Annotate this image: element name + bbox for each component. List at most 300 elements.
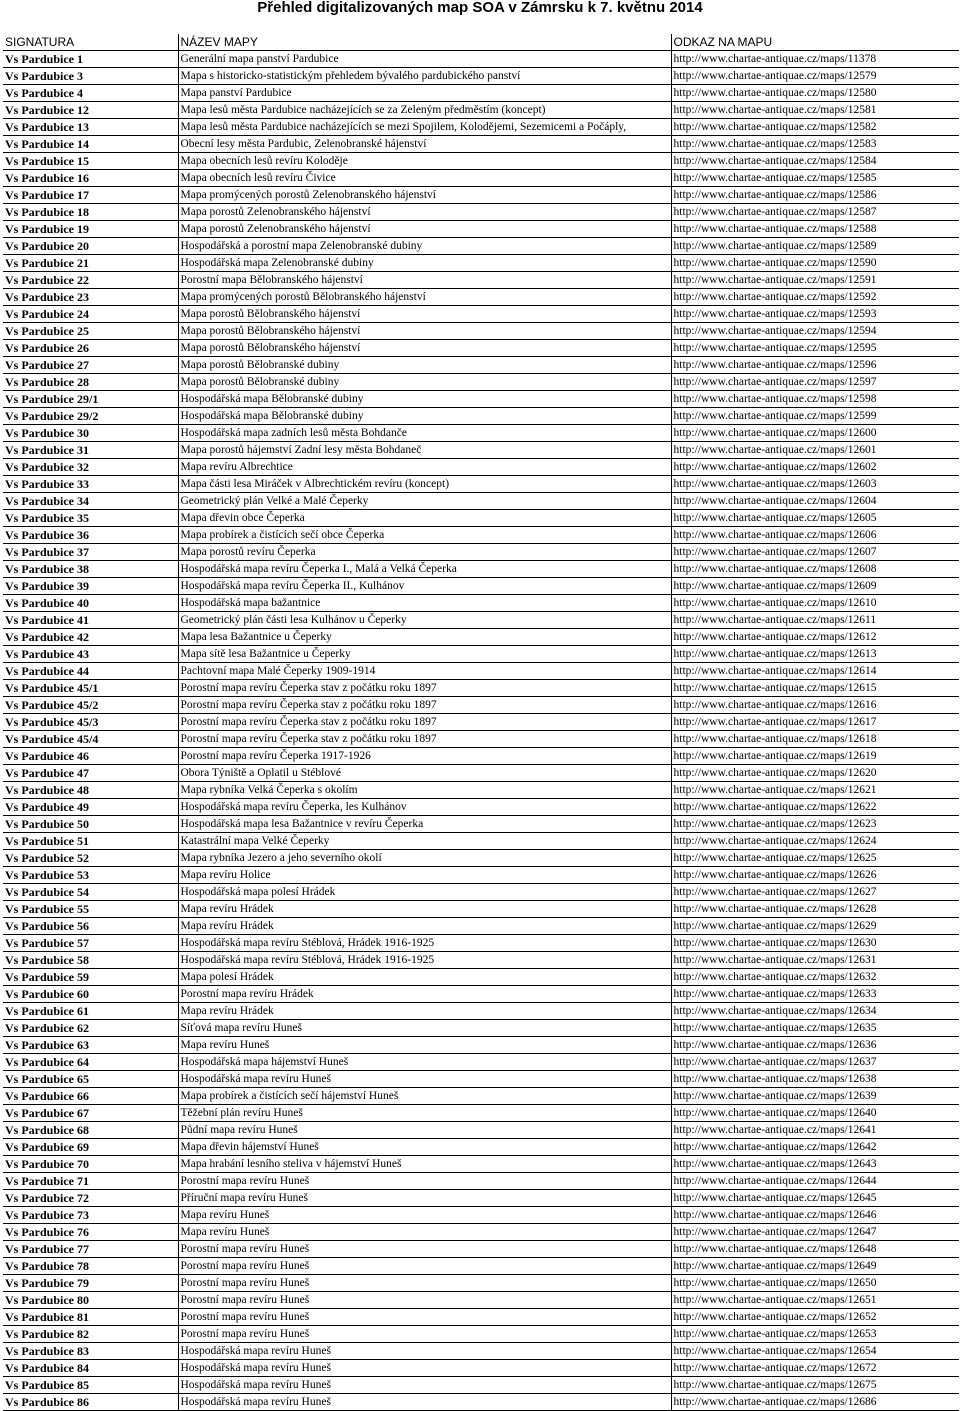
map-link[interactable]: http://www.chartae-antiquae.cz/maps/12607 (671, 544, 959, 561)
table-row (3, 714, 959, 731)
signature-cell: Vs Pardubice 38 (3, 561, 178, 578)
signature-cell: Vs Pardubice 35 (3, 510, 178, 527)
map-link[interactable]: http://www.chartae-antiquae.cz/maps/12579 (671, 68, 959, 85)
signature-cell: Vs Pardubice 68 (3, 1122, 178, 1139)
signature-cell: Vs Pardubice 45/3 (3, 714, 178, 731)
map-name-cell: Mapa rybníka Jezero a jeho severního okolí (178, 850, 671, 867)
signature-cell: Vs Pardubice 23 (3, 289, 178, 306)
map-link[interactable]: http://www.chartae-antiquae.cz/maps/12644 (671, 1173, 959, 1190)
table-row (3, 1071, 959, 1088)
signature-cell: Vs Pardubice 71 (3, 1173, 178, 1190)
signature-cell: Vs Pardubice 61 (3, 1003, 178, 1020)
table-row (3, 1003, 959, 1020)
table-row (3, 1190, 959, 1207)
table-row (3, 289, 959, 306)
signature-cell: Vs Pardubice 79 (3, 1275, 178, 1292)
signature-cell: Vs Pardubice 1 (3, 51, 178, 68)
map-name-cell: Porostní mapa revíru Čeperka 1917-1926 (178, 748, 671, 765)
table-row (3, 136, 959, 153)
map-name-cell: Mapa probírek a čistících sečí hájemství Huneš (178, 1088, 671, 1105)
table-row (3, 799, 959, 816)
table-row (3, 153, 959, 170)
map-name-cell: Půdní mapa revíru Huneš (178, 1122, 671, 1139)
signature-cell: Vs Pardubice 41 (3, 612, 178, 629)
signature-cell: Vs Pardubice 80 (3, 1292, 178, 1309)
table-row (3, 544, 959, 561)
signature-cell: Vs Pardubice 30 (3, 425, 178, 442)
map-name-cell: Hospodářská mapa zadních lesů města Bohdanče (178, 425, 671, 442)
map-name-cell: Porostní mapa Bělobranského hájenství (178, 272, 671, 289)
map-link[interactable]: http://www.chartae-antiquae.cz/maps/12649 (671, 1258, 959, 1275)
map-link[interactable]: http://www.chartae-antiquae.cz/maps/12621 (671, 782, 959, 799)
table-row (3, 255, 959, 272)
signature-cell: Vs Pardubice 13 (3, 119, 178, 136)
map-link[interactable]: http://www.chartae-antiquae.cz/maps/12648 (671, 1241, 959, 1258)
map-link[interactable]: http://www.chartae-antiquae.cz/maps/12609 (671, 578, 959, 595)
map-name-cell: Hospodářská mapa Bělobranské dubiny (178, 408, 671, 425)
map-name-cell: Mapa revíru Holice (178, 867, 671, 884)
signature-cell: Vs Pardubice 26 (3, 340, 178, 357)
map-name-cell: Porostní mapa revíru Huneš (178, 1326, 671, 1343)
signature-cell: Vs Pardubice 60 (3, 986, 178, 1003)
map-name-cell: Mapa porostů Bělobranského hájenství (178, 340, 671, 357)
signature-cell: Vs Pardubice 84 (3, 1360, 178, 1377)
map-name-cell: Mapa porostů revíru Čeperka (178, 544, 671, 561)
map-name-cell: Porostní mapa revíru Huneš (178, 1241, 671, 1258)
signature-cell: Vs Pardubice 40 (3, 595, 178, 612)
map-name-cell: Hospodářská mapa bažantnice (178, 595, 671, 612)
signature-cell: Vs Pardubice 19 (3, 221, 178, 238)
signature-cell: Vs Pardubice 59 (3, 969, 178, 986)
table-row (3, 1258, 959, 1275)
map-link[interactable]: http://www.chartae-antiquae.cz/maps/12650 (671, 1275, 959, 1292)
table-row (3, 1156, 959, 1173)
map-link[interactable]: http://www.chartae-antiquae.cz/maps/12628 (671, 901, 959, 918)
signature-cell: Vs Pardubice 24 (3, 306, 178, 323)
map-name-cell: Hospodářská mapa revíru Čeperka II., Kulhánov (178, 578, 671, 595)
map-name-cell: Geometrický plán části lesa Kulhánov u Čeperky (178, 612, 671, 629)
map-link[interactable]: http://www.chartae-antiquae.cz/maps/12600 (671, 425, 959, 442)
map-name-cell: Hospodářská mapa revíru Huneš (178, 1071, 671, 1088)
map-name-cell: Mapa promýcených porostů Zelenobranského hájenství (178, 187, 671, 204)
signature-cell: Vs Pardubice 22 (3, 272, 178, 289)
signature-cell: Vs Pardubice 85 (3, 1377, 178, 1394)
map-name-cell: Mapa revíru Albrechtice (178, 459, 671, 476)
signature-cell: Vs Pardubice 17 (3, 187, 178, 204)
map-link[interactable]: http://www.chartae-antiquae.cz/maps/12653 (671, 1326, 959, 1343)
map-link[interactable]: http://www.chartae-antiquae.cz/maps/12640 (671, 1105, 959, 1122)
map-name-cell: Porostní mapa revíru Hrádek (178, 986, 671, 1003)
map-link[interactable]: http://www.chartae-antiquae.cz/maps/12619 (671, 748, 959, 765)
map-name-cell: Mapa obecních lesů revíru Koloděje (178, 153, 671, 170)
map-link[interactable]: http://www.chartae-antiquae.cz/maps/12599 (671, 408, 959, 425)
map-name-cell: Mapa dřevin obce Čeperka (178, 510, 671, 527)
map-link[interactable]: http://www.chartae-antiquae.cz/maps/12631 (671, 952, 959, 969)
map-name-cell: Mapa porostů hájemství Zadní lesy města Bohdaneč (178, 442, 671, 459)
table-row (3, 561, 959, 578)
table-row (3, 901, 959, 918)
map-link[interactable]: http://www.chartae-antiquae.cz/maps/12613 (671, 646, 959, 663)
map-link[interactable]: http://www.chartae-antiquae.cz/maps/12602 (671, 459, 959, 476)
map-link[interactable]: http://www.chartae-antiquae.cz/maps/12618 (671, 731, 959, 748)
map-link[interactable]: http://www.chartae-antiquae.cz/maps/12611 (671, 612, 959, 629)
map-name-cell: Porostní mapa revíru Huneš (178, 1173, 671, 1190)
table-row (3, 748, 959, 765)
table-row (3, 510, 959, 527)
table-row (3, 629, 959, 646)
table-row (3, 425, 959, 442)
signature-cell: Vs Pardubice 70 (3, 1156, 178, 1173)
map-link[interactable]: http://www.chartae-antiquae.cz/maps/12643 (671, 1156, 959, 1173)
signature-cell: Vs Pardubice 14 (3, 136, 178, 153)
map-name-cell: Mapa sítě lesa Bažantnice u Čeperky (178, 646, 671, 663)
document-title: Přehled digitalizovaných map SOA v Zámrsku k 7. květnu 2014 (257, 0, 703, 16)
signature-cell: Vs Pardubice 86 (3, 1394, 178, 1411)
map-name-cell: Mapa revíru Huneš (178, 1224, 671, 1241)
table-row (3, 731, 959, 748)
table-row (3, 476, 959, 493)
table-row (3, 68, 959, 85)
map-link[interactable]: http://www.chartae-antiquae.cz/maps/12589 (671, 238, 959, 255)
map-link[interactable]: http://www.chartae-antiquae.cz/maps/12632 (671, 969, 959, 986)
table-row (3, 969, 959, 986)
table-row (3, 833, 959, 850)
map-name-cell: Hospodářská mapa revíru Huneš (178, 1377, 671, 1394)
map-name-cell: Mapa porostů Bělobranského hájenství (178, 323, 671, 340)
map-link[interactable]: http://www.chartae-antiquae.cz/maps/12592 (671, 289, 959, 306)
map-link[interactable]: http://www.chartae-antiquae.cz/maps/12623 (671, 816, 959, 833)
table-row (3, 1105, 959, 1122)
signature-cell: Vs Pardubice 43 (3, 646, 178, 663)
map-name-cell: Mapa části lesa Miráček v Albrechtickém revíru (koncept) (178, 476, 671, 493)
signature-cell: Vs Pardubice 76 (3, 1224, 178, 1241)
map-link[interactable]: http://www.chartae-antiquae.cz/maps/12636 (671, 1037, 959, 1054)
map-link[interactable]: http://www.chartae-antiquae.cz/maps/12633 (671, 986, 959, 1003)
signature-cell: Vs Pardubice 73 (3, 1207, 178, 1224)
table-row (3, 51, 959, 68)
signature-cell: Vs Pardubice 64 (3, 1054, 178, 1071)
map-name-cell: Hospodářská mapa Zelenobranské dubiny (178, 255, 671, 272)
map-link[interactable]: http://www.chartae-antiquae.cz/maps/12584 (671, 153, 959, 170)
table-row (3, 578, 959, 595)
map-name-cell: Hospodářská mapa revíru Čeperka I., Malá a Velká Čeperka (178, 561, 671, 578)
map-link[interactable]: http://www.chartae-antiquae.cz/maps/12587 (671, 204, 959, 221)
map-name-cell: Hospodářská mapa revíru Huneš (178, 1394, 671, 1411)
table-row (3, 1139, 959, 1156)
map-link[interactable]: http://www.chartae-antiquae.cz/maps/12617 (671, 714, 959, 731)
map-link[interactable]: http://www.chartae-antiquae.cz/maps/12639 (671, 1088, 959, 1105)
signature-cell: Vs Pardubice 45/4 (3, 731, 178, 748)
signature-cell: Vs Pardubice 28 (3, 374, 178, 391)
map-link[interactable]: http://www.chartae-antiquae.cz/maps/12586 (671, 187, 959, 204)
map-name-cell: Mapa revíru Hrádek (178, 918, 671, 935)
map-link[interactable]: http://www.chartae-antiquae.cz/maps/12606 (671, 527, 959, 544)
map-link[interactable]: http://www.chartae-antiquae.cz/maps/12641 (671, 1122, 959, 1139)
map-name-cell: Mapa revíru Hrádek (178, 1003, 671, 1020)
map-link[interactable]: http://www.chartae-antiquae.cz/maps/12614 (671, 663, 959, 680)
signature-cell: Vs Pardubice 45/1 (3, 680, 178, 697)
map-link[interactable]: http://www.chartae-antiquae.cz/maps/12622 (671, 799, 959, 816)
map-name-cell: Mapa porostů Bělobranské dubiny (178, 374, 671, 391)
map-link[interactable]: http://www.chartae-antiquae.cz/maps/12675 (671, 1377, 959, 1394)
map-name-cell: Hospodářská mapa lesa Bažantnice v revíru Čeperka (178, 816, 671, 833)
signature-cell: Vs Pardubice 44 (3, 663, 178, 680)
signature-cell: Vs Pardubice 34 (3, 493, 178, 510)
map-link[interactable]: http://www.chartae-antiquae.cz/maps/12603 (671, 476, 959, 493)
signature-cell: Vs Pardubice 16 (3, 170, 178, 187)
signature-cell: Vs Pardubice 81 (3, 1309, 178, 1326)
table-row (3, 782, 959, 799)
map-name-cell: Mapa panství Pardubice (178, 85, 671, 102)
map-link[interactable]: http://www.chartae-antiquae.cz/maps/12601 (671, 442, 959, 459)
map-name-cell: Porostní mapa revíru Čeperka stav z počátku roku 1897 (178, 697, 671, 714)
map-link[interactable]: http://www.chartae-antiquae.cz/maps/12627 (671, 884, 959, 901)
table-row (3, 442, 959, 459)
signature-cell: Vs Pardubice 50 (3, 816, 178, 833)
signature-cell: Vs Pardubice 29/2 (3, 408, 178, 425)
map-name-cell: Mapa lesů města Pardubice nacházejících se mezi Spojilem, Kolodějemi, Sezemicemi a Počáply, (178, 119, 671, 136)
signature-cell: Vs Pardubice 82 (3, 1326, 178, 1343)
map-name-cell: Mapa dřevin hájemství Huneš (178, 1139, 671, 1156)
table-row (3, 1360, 959, 1377)
map-link[interactable]: http://www.chartae-antiquae.cz/maps/12582 (671, 119, 959, 136)
map-link[interactable]: http://www.chartae-antiquae.cz/maps/12625 (671, 850, 959, 867)
signature-cell: Vs Pardubice 67 (3, 1105, 178, 1122)
map-name-cell: Porostní mapa revíru Huneš (178, 1309, 671, 1326)
table-row (3, 102, 959, 119)
map-name-cell: Mapa porostů Bělobranské dubiny (178, 357, 671, 374)
map-link[interactable]: http://www.chartae-antiquae.cz/maps/12590 (671, 255, 959, 272)
table-row (3, 357, 959, 374)
signature-cell: Vs Pardubice 18 (3, 204, 178, 221)
map-name-cell: Hospodářská mapa polesí Hrádek (178, 884, 671, 901)
map-link[interactable]: http://www.chartae-antiquae.cz/maps/12605 (671, 510, 959, 527)
signature-cell: Vs Pardubice 63 (3, 1037, 178, 1054)
map-link[interactable]: http://www.chartae-antiquae.cz/maps/12612 (671, 629, 959, 646)
map-name-cell: Porostní mapa revíru Huneš (178, 1292, 671, 1309)
signature-cell: Vs Pardubice 53 (3, 867, 178, 884)
table-row (3, 1292, 959, 1309)
table-row (3, 527, 959, 544)
map-link[interactable]: http://www.chartae-antiquae.cz/maps/12646 (671, 1207, 959, 1224)
map-name-cell: Mapa revíru Huneš (178, 1207, 671, 1224)
signature-cell: Vs Pardubice 3 (3, 68, 178, 85)
map-link[interactable]: http://www.chartae-antiquae.cz/maps/12638 (671, 1071, 959, 1088)
table-row (3, 867, 959, 884)
table-row (3, 85, 959, 102)
map-link[interactable]: http://www.chartae-antiquae.cz/maps/12596 (671, 357, 959, 374)
table-row (3, 391, 959, 408)
signature-cell: Vs Pardubice 83 (3, 1343, 178, 1360)
map-link[interactable]: http://www.chartae-antiquae.cz/maps/12593 (671, 306, 959, 323)
map-link[interactable]: http://www.chartae-antiquae.cz/maps/12604 (671, 493, 959, 510)
signature-cell: Vs Pardubice 20 (3, 238, 178, 255)
table-row (3, 1326, 959, 1343)
table-row (3, 306, 959, 323)
table-row (3, 1275, 959, 1292)
map-name-cell: Příruční mapa revíru Huneš (178, 1190, 671, 1207)
map-name-cell: Mapa porostů Zelenobranského hájenství (178, 204, 671, 221)
map-link[interactable]: http://www.chartae-antiquae.cz/maps/12629 (671, 918, 959, 935)
map-link[interactable]: http://www.chartae-antiquae.cz/maps/12642 (671, 1139, 959, 1156)
signature-cell: Vs Pardubice 36 (3, 527, 178, 544)
signature-cell: Vs Pardubice 52 (3, 850, 178, 867)
map-name-cell: Hospodářská mapa revíru Stéblová, Hrádek 1916-1925 (178, 952, 671, 969)
table-row (3, 884, 959, 901)
table-row (3, 1207, 959, 1224)
table-row (3, 1020, 959, 1037)
table-row (3, 493, 959, 510)
map-link[interactable]: http://www.chartae-antiquae.cz/maps/12672 (671, 1360, 959, 1377)
table-row (3, 323, 959, 340)
map-link[interactable]: http://www.chartae-antiquae.cz/maps/11378 (671, 51, 959, 68)
table-row (3, 238, 959, 255)
signature-cell: Vs Pardubice 15 (3, 153, 178, 170)
table-row (3, 1054, 959, 1071)
map-name-cell: Hospodářská mapa revíru Stéblová, Hrádek 1916-1925 (178, 935, 671, 952)
map-link[interactable]: http://www.chartae-antiquae.cz/maps/12630 (671, 935, 959, 952)
map-name-cell: Hospodářská mapa hájemství Huneš (178, 1054, 671, 1071)
map-link[interactable]: http://www.chartae-antiquae.cz/maps/12616 (671, 697, 959, 714)
table-row (3, 952, 959, 969)
signature-cell: Vs Pardubice 45/2 (3, 697, 178, 714)
map-name-cell: Geometrický plán Velké a Malé Čeperky (178, 493, 671, 510)
map-link[interactable]: http://www.chartae-antiquae.cz/maps/12654 (671, 1343, 959, 1360)
signature-cell: Vs Pardubice 48 (3, 782, 178, 799)
map-link[interactable]: http://www.chartae-antiquae.cz/maps/12651 (671, 1292, 959, 1309)
map-link[interactable]: http://www.chartae-antiquae.cz/maps/12635 (671, 1020, 959, 1037)
maps-table (3, 34, 959, 1411)
map-name-cell: Mapa revíru Huneš (178, 1037, 671, 1054)
map-link[interactable]: http://www.chartae-antiquae.cz/maps/12637 (671, 1054, 959, 1071)
map-name-cell: Mapa lesů města Pardubice nacházejících se za Zeleným předměstím (koncept) (178, 102, 671, 119)
map-name-cell: Mapa lesa Bažantnice u Čeperky (178, 629, 671, 646)
map-name-cell: Mapa porostů Bělobranského hájenství (178, 306, 671, 323)
map-link[interactable]: http://www.chartae-antiquae.cz/maps/12626 (671, 867, 959, 884)
signature-cell: Vs Pardubice 4 (3, 85, 178, 102)
map-link[interactable]: http://www.chartae-antiquae.cz/maps/12591 (671, 272, 959, 289)
signature-cell: Vs Pardubice 32 (3, 459, 178, 476)
table-row (3, 1173, 959, 1190)
map-name-cell: Porostní mapa revíru Čeperka stav z počátku roku 1897 (178, 731, 671, 748)
signature-cell: Vs Pardubice 55 (3, 901, 178, 918)
map-link[interactable]: http://www.chartae-antiquae.cz/maps/12624 (671, 833, 959, 850)
table-row (3, 340, 959, 357)
signature-cell: Vs Pardubice 12 (3, 102, 178, 119)
map-name-cell: Síťová mapa revíru Huneš (178, 1020, 671, 1037)
signature-cell: Vs Pardubice 56 (3, 918, 178, 935)
signature-cell: Vs Pardubice 27 (3, 357, 178, 374)
map-link[interactable]: http://www.chartae-antiquae.cz/maps/12583 (671, 136, 959, 153)
map-name-cell: Hospodářská mapa revíru Čeperka, les Kulhánov (178, 799, 671, 816)
map-link[interactable]: http://www.chartae-antiquae.cz/maps/12686 (671, 1394, 959, 1411)
table-row (3, 918, 959, 935)
signature-cell: Vs Pardubice 65 (3, 1071, 178, 1088)
map-name-cell: Mapa revíru Hrádek (178, 901, 671, 918)
map-link[interactable]: http://www.chartae-antiquae.cz/maps/12598 (671, 391, 959, 408)
map-name-cell: Generální mapa panství Pardubice (178, 51, 671, 68)
signature-cell: Vs Pardubice 62 (3, 1020, 178, 1037)
map-name-cell: Hospodářská a porostní mapa Zelenobranské dubiny (178, 238, 671, 255)
map-link[interactable]: http://www.chartae-antiquae.cz/maps/12634 (671, 1003, 959, 1020)
map-name-cell: Porostní mapa revíru Huneš (178, 1275, 671, 1292)
header-signatura: SIGNATURA (3, 34, 178, 51)
map-name-cell: Mapa promýcených porostů Bělobranského hájenství (178, 289, 671, 306)
header-odkaz-na-mapu: ODKAZ NA MAPU (671, 34, 959, 51)
signature-cell: Vs Pardubice 37 (3, 544, 178, 561)
signature-cell: Vs Pardubice 72 (3, 1190, 178, 1207)
signature-cell: Vs Pardubice 31 (3, 442, 178, 459)
table-row (3, 697, 959, 714)
signature-cell: Vs Pardubice 39 (3, 578, 178, 595)
table-row (3, 986, 959, 1003)
signature-cell: Vs Pardubice 58 (3, 952, 178, 969)
map-link[interactable]: http://www.chartae-antiquae.cz/maps/12647 (671, 1224, 959, 1241)
map-name-cell: Mapa s historicko-statistickým přehledem bývalého pardubického panství (178, 68, 671, 85)
signature-cell: Vs Pardubice 21 (3, 255, 178, 272)
signature-cell: Vs Pardubice 78 (3, 1258, 178, 1275)
map-name-cell: Mapa hrabání lesního steliva v hájemství Huneš (178, 1156, 671, 1173)
map-link[interactable]: http://www.chartae-antiquae.cz/maps/12620 (671, 765, 959, 782)
signature-cell: Vs Pardubice 47 (3, 765, 178, 782)
table-row (3, 1037, 959, 1054)
signature-cell: Vs Pardubice 57 (3, 935, 178, 952)
table-row (3, 1122, 959, 1139)
map-link[interactable]: http://www.chartae-antiquae.cz/maps/12615 (671, 680, 959, 697)
table-row (3, 221, 959, 238)
map-name-cell: Porostní mapa revíru Čeperka stav z počátku roku 1897 (178, 714, 671, 731)
map-name-cell: Mapa rybníka Velká Čeperka s okolím (178, 782, 671, 799)
map-link[interactable]: http://www.chartae-antiquae.cz/maps/12581 (671, 102, 959, 119)
header-nazev-mapy: NÁZEV MAPY (178, 34, 671, 51)
table-row (3, 816, 959, 833)
header-row (3, 34, 959, 51)
map-name-cell: Hospodářská mapa Bělobranské dubiny (178, 391, 671, 408)
table-row (3, 1377, 959, 1394)
table-row (3, 595, 959, 612)
map-link[interactable]: http://www.chartae-antiquae.cz/maps/12597 (671, 374, 959, 391)
map-link[interactable]: http://www.chartae-antiquae.cz/maps/12588 (671, 221, 959, 238)
table-row (3, 1224, 959, 1241)
map-name-cell: Mapa probírek a čistících sečí obce Čeperka (178, 527, 671, 544)
signature-cell: Vs Pardubice 46 (3, 748, 178, 765)
table-row (3, 374, 959, 391)
table-row (3, 1394, 959, 1411)
table-row (3, 408, 959, 425)
signature-cell: Vs Pardubice 42 (3, 629, 178, 646)
map-name-cell: Mapa polesí Hrádek (178, 969, 671, 986)
table-row (3, 1088, 959, 1105)
map-link[interactable]: http://www.chartae-antiquae.cz/maps/12610 (671, 595, 959, 612)
table-row (3, 204, 959, 221)
map-name-cell: Hospodářská mapa revíru Huneš (178, 1343, 671, 1360)
map-link[interactable]: http://www.chartae-antiquae.cz/maps/12585 (671, 170, 959, 187)
map-link[interactable]: http://www.chartae-antiquae.cz/maps/12580 (671, 85, 959, 102)
map-link[interactable]: http://www.chartae-antiquae.cz/maps/12595 (671, 340, 959, 357)
table-row (3, 119, 959, 136)
table-row (3, 646, 959, 663)
map-link[interactable]: http://www.chartae-antiquae.cz/maps/12652 (671, 1309, 959, 1326)
table-row (3, 187, 959, 204)
table-row (3, 1309, 959, 1326)
table-row (3, 850, 959, 867)
table-row (3, 170, 959, 187)
map-link[interactable]: http://www.chartae-antiquae.cz/maps/12608 (671, 561, 959, 578)
map-link[interactable]: http://www.chartae-antiquae.cz/maps/12594 (671, 323, 959, 340)
map-link[interactable]: http://www.chartae-antiquae.cz/maps/12645 (671, 1190, 959, 1207)
signature-cell: Vs Pardubice 69 (3, 1139, 178, 1156)
table-row (3, 765, 959, 782)
